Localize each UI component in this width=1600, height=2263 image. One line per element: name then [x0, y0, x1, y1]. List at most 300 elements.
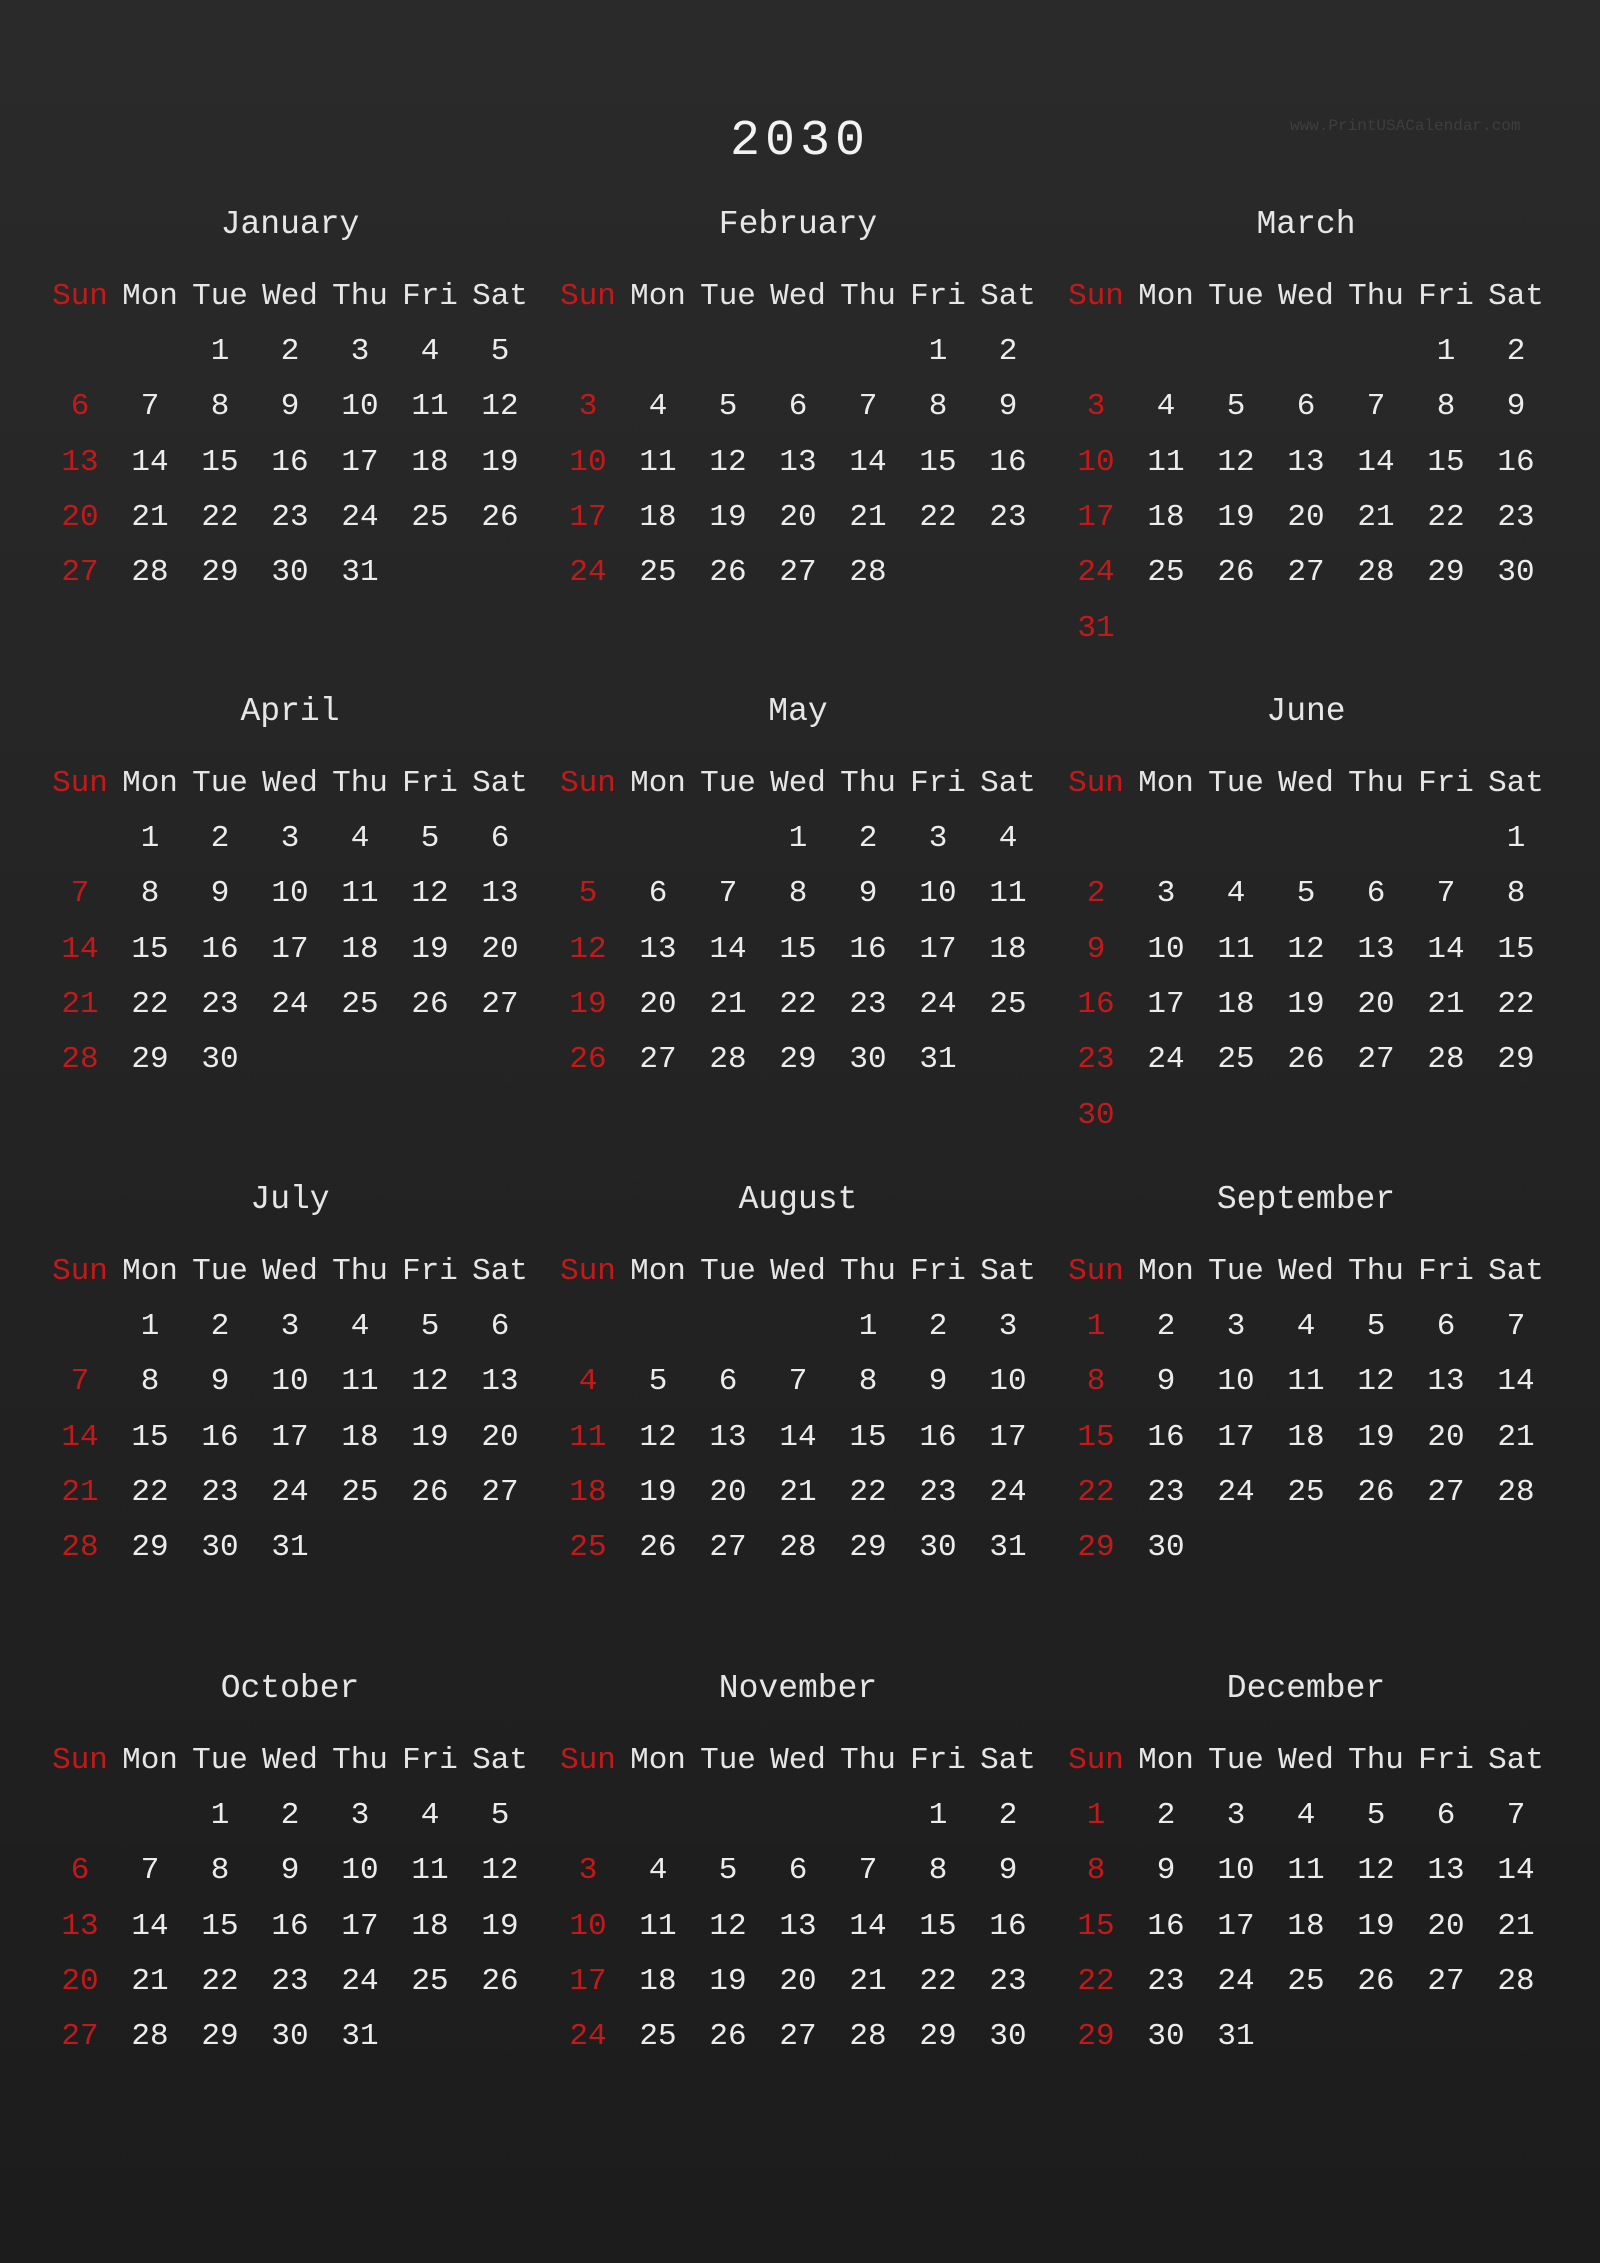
day-cell: 23 [271, 1963, 309, 1999]
weekday-header-sun: Sun [52, 1254, 108, 1289]
day-cell: 30 [1077, 1097, 1115, 1133]
day-cell: 31 [1077, 610, 1115, 646]
day-cell: 1 [140, 1309, 160, 1344]
day-cell: 11 [1217, 931, 1255, 967]
day-cell: 14 [1427, 931, 1465, 967]
day-cell: 30 [989, 2019, 1027, 2055]
day-cell: 23 [1147, 1474, 1185, 1510]
day-cell: 29 [131, 1530, 169, 1566]
weekday-header-wed: Wed [1278, 279, 1334, 314]
weekday-header-thu: Thu [840, 1254, 896, 1289]
day-cell: 5 [718, 1853, 738, 1889]
day-cell: 22 [1077, 1474, 1115, 1510]
month-name: June [1266, 693, 1346, 730]
day-cell: 22 [1497, 986, 1535, 1022]
weekday-header-thu: Thu [840, 279, 896, 314]
day-cell: 21 [131, 1963, 169, 1999]
day-cell: 3 [928, 821, 948, 856]
day-cell: 16 [1147, 1908, 1185, 1944]
day-cell: 13 [481, 876, 519, 912]
day-cell: 30 [201, 1530, 239, 1566]
day-cell: 6 [648, 876, 668, 912]
weekday-header-mon: Mon [1138, 279, 1194, 314]
day-cell: 15 [779, 931, 817, 967]
day-cell: 19 [569, 986, 607, 1022]
day-cell: 5 [1366, 1309, 1386, 1344]
weekday-header-sat: Sat [472, 1743, 528, 1778]
day-cell: 17 [271, 931, 309, 967]
day-cell: 20 [61, 1963, 99, 1999]
day-cell: 15 [919, 444, 957, 480]
day-cell: 14 [849, 1908, 887, 1944]
day-cell: 26 [639, 1530, 677, 1566]
day-cell: 17 [271, 1419, 309, 1455]
day-cell: 12 [709, 1908, 747, 1944]
day-cell: 20 [779, 499, 817, 535]
weekday-header-wed: Wed [770, 1254, 826, 1289]
day-cell: 3 [1226, 1309, 1246, 1344]
day-cell: 22 [131, 1474, 169, 1510]
day-cell: 1 [210, 1798, 230, 1833]
day-cell: 18 [411, 1908, 449, 1944]
day-cell: 28 [1497, 1474, 1535, 1510]
day-cell: 9 [998, 1853, 1018, 1889]
day-cell: 10 [1077, 444, 1115, 480]
day-cell: 12 [709, 444, 747, 480]
day-cell: 1 [858, 1309, 878, 1344]
day-cell: 2 [1086, 876, 1106, 912]
month-name: November [718, 1670, 878, 1707]
day-cell: 14 [849, 444, 887, 480]
day-cell: 25 [411, 1963, 449, 1999]
day-cell: 10 [919, 876, 957, 912]
weekday-header-tue: Tue [1208, 1743, 1264, 1778]
day-cell: 14 [1357, 444, 1395, 480]
day-cell: 4 [350, 1309, 370, 1344]
day-cell: 21 [779, 1474, 817, 1510]
month-name: July [250, 1181, 330, 1218]
day-cell: 4 [1296, 1798, 1316, 1833]
day-cell: 1 [1086, 1798, 1106, 1833]
day-cell: 10 [341, 1853, 379, 1889]
day-cell: 19 [481, 1908, 519, 1944]
day-cell: 23 [919, 1474, 957, 1510]
day-cell: 3 [350, 334, 370, 369]
weekday-header-fri: Fri [402, 279, 458, 314]
weekday-header-tue: Tue [192, 766, 248, 801]
weekday-header-sun: Sun [1068, 279, 1124, 314]
day-cell: 25 [1147, 555, 1185, 591]
day-cell: 23 [1497, 499, 1535, 535]
day-cell: 12 [481, 389, 519, 425]
day-cell: 18 [569, 1474, 607, 1510]
day-cell: 18 [639, 499, 677, 535]
day-cell: 23 [989, 1963, 1027, 1999]
day-cell: 21 [1497, 1908, 1535, 1944]
weekday-header-mon: Mon [630, 1743, 686, 1778]
day-cell: 18 [639, 1963, 677, 1999]
day-cell: 1 [1086, 1309, 1106, 1344]
day-cell: 12 [1357, 1853, 1395, 1889]
day-cell: 18 [1217, 986, 1255, 1022]
day-cell: 11 [639, 1908, 677, 1944]
day-cell: 1 [1506, 821, 1526, 856]
weekday-header-sun: Sun [560, 1254, 616, 1289]
day-cell: 4 [1226, 876, 1246, 912]
day-cell: 25 [1217, 1042, 1255, 1078]
day-cell: 26 [709, 555, 747, 591]
day-cell: 24 [1077, 555, 1115, 591]
day-cell: 28 [61, 1042, 99, 1078]
day-cell: 16 [989, 1908, 1027, 1944]
day-cell: 17 [919, 931, 957, 967]
day-cell: 13 [709, 1419, 747, 1455]
weekday-header-fri: Fri [1418, 1254, 1474, 1289]
weekday-header-sat: Sat [472, 1254, 528, 1289]
day-cell: 1 [1436, 334, 1456, 369]
day-cell: 27 [779, 555, 817, 591]
day-cell: 21 [1357, 499, 1395, 535]
weekday-header-wed: Wed [262, 1254, 318, 1289]
day-cell: 17 [1147, 986, 1185, 1022]
day-cell: 25 [639, 2019, 677, 2055]
day-cell: 29 [779, 1042, 817, 1078]
day-cell: 10 [1217, 1853, 1255, 1889]
day-cell: 18 [341, 1419, 379, 1455]
weekday-header-sat: Sat [980, 1254, 1036, 1289]
day-cell: 5 [1366, 1798, 1386, 1833]
day-cell: 10 [271, 876, 309, 912]
day-cell: 9 [1506, 389, 1526, 425]
day-cell: 11 [411, 389, 449, 425]
day-cell: 10 [341, 389, 379, 425]
weekday-header-fri: Fri [402, 1254, 458, 1289]
day-cell: 15 [849, 1419, 887, 1455]
day-cell: 30 [919, 1530, 957, 1566]
day-cell: 19 [1357, 1419, 1395, 1455]
day-cell: 27 [481, 986, 519, 1022]
weekday-header-sun: Sun [1068, 766, 1124, 801]
day-cell: 23 [1077, 1042, 1115, 1078]
day-cell: 31 [271, 1530, 309, 1566]
weekday-header-wed: Wed [262, 766, 318, 801]
day-cell: 27 [779, 2019, 817, 2055]
day-cell: 7 [140, 389, 160, 425]
day-cell: 1 [788, 821, 808, 856]
day-cell: 13 [1427, 1364, 1465, 1400]
day-cell: 5 [718, 389, 738, 425]
day-cell: 30 [271, 2019, 309, 2055]
day-cell: 4 [648, 1853, 668, 1889]
weekday-header-thu: Thu [332, 279, 388, 314]
day-cell: 22 [201, 1963, 239, 1999]
day-cell: 6 [490, 1309, 510, 1344]
day-cell: 31 [919, 1042, 957, 1078]
day-cell: 18 [1287, 1908, 1325, 1944]
day-cell: 20 [481, 931, 519, 967]
day-cell: 23 [1147, 1963, 1185, 1999]
day-cell: 24 [341, 1963, 379, 1999]
weekday-header-mon: Mon [122, 766, 178, 801]
day-cell: 10 [271, 1364, 309, 1400]
day-cell: 2 [1156, 1309, 1176, 1344]
day-cell: 28 [1497, 1963, 1535, 1999]
day-cell: 2 [210, 821, 230, 856]
day-cell: 31 [989, 1530, 1027, 1566]
day-cell: 10 [569, 444, 607, 480]
day-cell: 8 [140, 1364, 160, 1400]
day-cell: 24 [271, 986, 309, 1022]
day-cell: 8 [1506, 876, 1526, 912]
day-cell: 21 [1497, 1419, 1535, 1455]
day-cell: 14 [1497, 1364, 1535, 1400]
month-name: February [718, 206, 878, 243]
day-cell: 16 [849, 931, 887, 967]
day-cell: 21 [131, 499, 169, 535]
day-cell: 21 [61, 1474, 99, 1510]
weekday-header-sat: Sat [980, 766, 1036, 801]
weekday-header-tue: Tue [700, 1743, 756, 1778]
day-cell: 3 [578, 1853, 598, 1889]
weekday-header-wed: Wed [1278, 766, 1334, 801]
day-cell: 4 [1156, 389, 1176, 425]
day-cell: 17 [1217, 1419, 1255, 1455]
day-cell: 28 [61, 1530, 99, 1566]
day-cell: 5 [420, 1309, 440, 1344]
day-cell: 3 [998, 1309, 1018, 1344]
day-cell: 13 [1287, 444, 1325, 480]
day-cell: 25 [989, 986, 1027, 1022]
weekday-header-wed: Wed [770, 279, 826, 314]
day-cell: 2 [998, 1798, 1018, 1833]
weekday-header-thu: Thu [840, 766, 896, 801]
day-cell: 5 [648, 1364, 668, 1400]
day-cell: 15 [201, 444, 239, 480]
day-cell: 21 [849, 1963, 887, 1999]
day-cell: 28 [131, 555, 169, 591]
weekday-header-mon: Mon [1138, 766, 1194, 801]
day-cell: 17 [1077, 499, 1115, 535]
day-cell: 13 [61, 1908, 99, 1944]
day-cell: 8 [210, 1853, 230, 1889]
day-cell: 14 [131, 444, 169, 480]
day-cell: 29 [919, 2019, 957, 2055]
day-cell: 14 [1497, 1853, 1535, 1889]
weekday-header-mon: Mon [1138, 1743, 1194, 1778]
weekday-header-mon: Mon [122, 279, 178, 314]
day-cell: 12 [639, 1419, 677, 1455]
day-cell: 24 [341, 499, 379, 535]
day-cell: 5 [490, 334, 510, 369]
day-cell: 5 [578, 876, 598, 912]
day-cell: 21 [1427, 986, 1465, 1022]
weekday-header-sat: Sat [472, 766, 528, 801]
weekday-header-tue: Tue [700, 1254, 756, 1289]
day-cell: 19 [709, 499, 747, 535]
day-cell: 23 [271, 499, 309, 535]
day-cell: 16 [1147, 1419, 1185, 1455]
day-cell: 18 [1147, 499, 1185, 535]
day-cell: 8 [1436, 389, 1456, 425]
day-cell: 30 [201, 1042, 239, 1078]
day-cell: 27 [1427, 1474, 1465, 1510]
day-cell: 25 [1287, 1474, 1325, 1510]
day-cell: 15 [1077, 1908, 1115, 1944]
day-cell: 23 [201, 1474, 239, 1510]
day-cell: 18 [411, 444, 449, 480]
day-cell: 31 [341, 2019, 379, 2055]
day-cell: 28 [849, 555, 887, 591]
day-cell: 26 [709, 2019, 747, 2055]
day-cell: 26 [569, 1042, 607, 1078]
day-cell: 25 [1287, 1963, 1325, 1999]
day-cell: 19 [1217, 499, 1255, 535]
day-cell: 11 [639, 444, 677, 480]
weekday-header-fri: Fri [910, 1254, 966, 1289]
day-cell: 28 [709, 1042, 747, 1078]
day-cell: 9 [1156, 1853, 1176, 1889]
day-cell: 30 [1147, 2019, 1185, 2055]
day-cell: 6 [70, 1853, 90, 1889]
day-cell: 1 [210, 334, 230, 369]
day-cell: 23 [989, 499, 1027, 535]
day-cell: 13 [639, 931, 677, 967]
day-cell: 27 [481, 1474, 519, 1510]
day-cell: 22 [779, 986, 817, 1022]
weekday-header-sun: Sun [52, 279, 108, 314]
weekday-header-tue: Tue [1208, 1254, 1264, 1289]
day-cell: 7 [858, 389, 878, 425]
weekday-header-sat: Sat [1488, 766, 1544, 801]
day-cell: 20 [709, 1474, 747, 1510]
day-cell: 1 [140, 821, 160, 856]
day-cell: 19 [411, 931, 449, 967]
day-cell: 24 [569, 2019, 607, 2055]
day-cell: 9 [210, 876, 230, 912]
day-cell: 3 [1156, 876, 1176, 912]
day-cell: 9 [1156, 1364, 1176, 1400]
day-cell: 8 [858, 1364, 878, 1400]
month-name: March [1256, 206, 1356, 243]
day-cell: 24 [569, 555, 607, 591]
day-cell: 25 [341, 986, 379, 1022]
day-cell: 12 [411, 1364, 449, 1400]
weekday-header-fri: Fri [1418, 1743, 1474, 1778]
weekday-header-wed: Wed [770, 1743, 826, 1778]
weekday-header-wed: Wed [262, 279, 318, 314]
weekday-header-sun: Sun [52, 766, 108, 801]
weekday-header-thu: Thu [332, 1743, 388, 1778]
weekday-header-sat: Sat [1488, 1743, 1544, 1778]
day-cell: 27 [1427, 1963, 1465, 1999]
day-cell: 2 [1506, 334, 1526, 369]
year-title: 2030 [729, 113, 871, 170]
day-cell: 20 [779, 1963, 817, 1999]
day-cell: 10 [569, 1908, 607, 1944]
day-cell: 25 [639, 555, 677, 591]
day-cell: 8 [140, 876, 160, 912]
day-cell: 9 [210, 1364, 230, 1400]
weekday-header-fri: Fri [1418, 279, 1474, 314]
day-cell: 16 [271, 444, 309, 480]
day-cell: 25 [341, 1474, 379, 1510]
weekday-header-fri: Fri [910, 279, 966, 314]
day-cell: 3 [280, 1309, 300, 1344]
day-cell: 12 [1217, 444, 1255, 480]
day-cell: 26 [481, 499, 519, 535]
day-cell: 15 [1497, 931, 1535, 967]
day-cell: 6 [1436, 1309, 1456, 1344]
day-cell: 28 [779, 1530, 817, 1566]
day-cell: 20 [1427, 1908, 1465, 1944]
weekday-header-thu: Thu [1348, 766, 1404, 801]
day-cell: 20 [1357, 986, 1395, 1022]
day-cell: 9 [280, 389, 300, 425]
day-cell: 9 [998, 389, 1018, 425]
weekday-header-fri: Fri [402, 766, 458, 801]
day-cell: 7 [1506, 1798, 1526, 1833]
day-cell: 28 [1357, 555, 1395, 591]
day-cell: 24 [1147, 1042, 1185, 1078]
day-cell: 19 [1357, 1908, 1395, 1944]
day-cell: 10 [989, 1364, 1027, 1400]
day-cell: 2 [210, 1309, 230, 1344]
day-cell: 18 [1287, 1419, 1325, 1455]
month-name: May [768, 693, 828, 730]
weekday-header-sat: Sat [472, 279, 528, 314]
day-cell: 8 [1086, 1364, 1106, 1400]
weekday-header-sat: Sat [980, 279, 1036, 314]
day-cell: 8 [928, 389, 948, 425]
day-cell: 7 [718, 876, 738, 912]
day-cell: 18 [989, 931, 1027, 967]
day-cell: 21 [849, 499, 887, 535]
weekday-header-wed: Wed [1278, 1254, 1334, 1289]
day-cell: 15 [1077, 1419, 1115, 1455]
day-cell: 12 [1287, 931, 1325, 967]
day-cell: 21 [61, 986, 99, 1022]
day-cell: 8 [1086, 1853, 1106, 1889]
weekday-header-tue: Tue [192, 279, 248, 314]
day-cell: 17 [1217, 1908, 1255, 1944]
day-cell: 6 [1436, 1798, 1456, 1833]
day-cell: 27 [709, 1530, 747, 1566]
day-cell: 30 [1147, 1530, 1185, 1566]
day-cell: 27 [1357, 1042, 1395, 1078]
day-cell: 29 [849, 1530, 887, 1566]
day-cell: 11 [341, 1364, 379, 1400]
day-cell: 13 [1357, 931, 1395, 967]
day-cell: 7 [1436, 876, 1456, 912]
day-cell: 27 [1287, 555, 1325, 591]
day-cell: 9 [928, 1364, 948, 1400]
day-cell: 3 [1226, 1798, 1246, 1833]
day-cell: 30 [849, 1042, 887, 1078]
day-cell: 12 [481, 1853, 519, 1889]
day-cell: 29 [1077, 2019, 1115, 2055]
day-cell: 26 [1217, 555, 1255, 591]
weekday-header-mon: Mon [630, 279, 686, 314]
watermark: www.PrintUSACalendar.com [1290, 117, 1521, 135]
day-cell: 12 [1357, 1364, 1395, 1400]
weekday-header-thu: Thu [1348, 1254, 1404, 1289]
day-cell: 5 [1226, 389, 1246, 425]
weekday-header-sun: Sun [560, 279, 616, 314]
weekday-header-thu: Thu [1348, 1743, 1404, 1778]
day-cell: 11 [989, 876, 1027, 912]
day-cell: 2 [858, 821, 878, 856]
day-cell: 10 [1217, 1364, 1255, 1400]
